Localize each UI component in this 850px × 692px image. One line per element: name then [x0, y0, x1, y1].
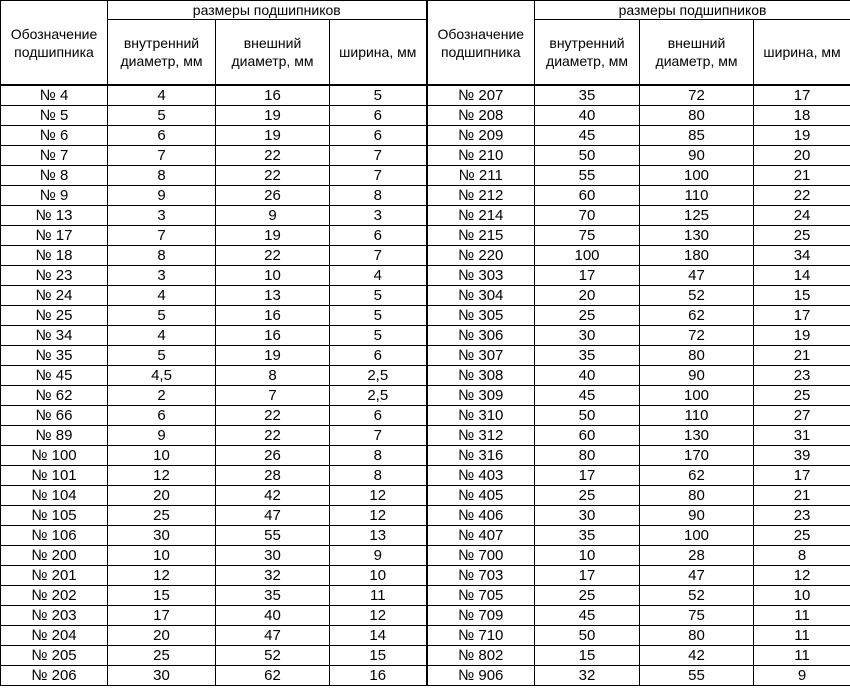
header-inner-left: внутренний диаметр, мм [108, 20, 216, 86]
cell-inner-right: 45 [535, 386, 640, 406]
table-row [1, 106, 850, 126]
cell-inner-left: 5 [108, 306, 216, 326]
table-row [1, 646, 850, 666]
header-group-right: размеры подшипников [535, 1, 850, 20]
cell-inner-right: 17 [535, 266, 640, 286]
cell-inner-left: 10 [108, 446, 216, 466]
cell-outer-right: 110 [640, 406, 754, 426]
cell-outer-left: 32 [216, 566, 330, 586]
cell-outer-left: 52 [216, 646, 330, 666]
cell-inner-left: 30 [108, 666, 216, 686]
cell-designation-right: № 310 [427, 406, 535, 426]
header-outer-right: внешний диаметр, мм [640, 20, 754, 86]
cell-width-right: 24 [754, 206, 850, 226]
cell-outer-left: 13 [216, 286, 330, 306]
cell-width-left: 12 [330, 606, 427, 626]
cell-outer-left: 16 [216, 306, 330, 326]
table-row [1, 666, 850, 686]
table-row [1, 206, 850, 226]
cell-inner-left: 17 [108, 606, 216, 626]
cell-designation-left: № 206 [1, 666, 108, 686]
cell-width-left: 5 [330, 286, 427, 306]
cell-inner-right: 35 [535, 346, 640, 366]
table-row [1, 466, 850, 486]
table-row [1, 566, 850, 586]
cell-outer-left: 10 [216, 266, 330, 286]
cell-designation-right: № 210 [427, 146, 535, 166]
cell-width-left: 6 [330, 126, 427, 146]
cell-designation-right: № 906 [427, 666, 535, 686]
cell-inner-left: 10 [108, 546, 216, 566]
cell-inner-left: 9 [108, 426, 216, 446]
cell-outer-right: 100 [640, 386, 754, 406]
cell-outer-left: 26 [216, 446, 330, 466]
cell-inner-right: 50 [535, 146, 640, 166]
cell-designation-right: № 215 [427, 226, 535, 246]
cell-outer-right: 80 [640, 346, 754, 366]
cell-inner-right: 30 [535, 326, 640, 346]
cell-inner-left: 15 [108, 586, 216, 606]
cell-outer-right: 130 [640, 426, 754, 446]
cell-inner-left: 5 [108, 106, 216, 126]
cell-inner-right: 75 [535, 226, 640, 246]
cell-designation-right: № 406 [427, 506, 535, 526]
cell-outer-right: 100 [640, 166, 754, 186]
cell-width-right: 15 [754, 286, 850, 306]
cell-designation-left: № 34 [1, 326, 108, 346]
cell-outer-left: 42 [216, 486, 330, 506]
cell-width-left: 13 [330, 526, 427, 546]
cell-outer-right: 130 [640, 226, 754, 246]
cell-inner-left: 4,5 [108, 366, 216, 386]
table-row [1, 266, 850, 286]
cell-designation-left: № 13 [1, 206, 108, 226]
cell-inner-left: 6 [108, 126, 216, 146]
header-row-columns [1, 20, 850, 86]
cell-designation-right: № 214 [427, 206, 535, 226]
cell-inner-right: 25 [535, 486, 640, 506]
cell-width-left: 8 [330, 466, 427, 486]
cell-inner-right: 60 [535, 426, 640, 446]
cell-outer-right: 55 [640, 666, 754, 686]
cell-width-left: 2,5 [330, 366, 427, 386]
cell-outer-left: 22 [216, 146, 330, 166]
cell-designation-right: № 309 [427, 386, 535, 406]
table-row [1, 85, 850, 106]
cell-designation-right: № 211 [427, 166, 535, 186]
cell-outer-left: 19 [216, 346, 330, 366]
cell-outer-right: 110 [640, 186, 754, 206]
cell-width-left: 2,5 [330, 386, 427, 406]
cell-width-right: 11 [754, 606, 850, 626]
cell-outer-left: 22 [216, 426, 330, 446]
cell-width-right: 8 [754, 546, 850, 566]
cell-designation-left: № 23 [1, 266, 108, 286]
cell-inner-right: 25 [535, 586, 640, 606]
cell-width-left: 4 [330, 266, 427, 286]
cell-inner-left: 3 [108, 206, 216, 226]
cell-designation-left: № 18 [1, 246, 108, 266]
table-row [1, 546, 850, 566]
table-row [1, 486, 850, 506]
cell-outer-left: 47 [216, 626, 330, 646]
cell-designation-left: № 104 [1, 486, 108, 506]
cell-designation-left: № 204 [1, 626, 108, 646]
table-row [1, 426, 850, 446]
cell-inner-right: 17 [535, 566, 640, 586]
cell-designation-left: № 24 [1, 286, 108, 306]
cell-width-left: 6 [330, 226, 427, 246]
cell-inner-right: 30 [535, 506, 640, 526]
cell-inner-right: 40 [535, 366, 640, 386]
cell-width-right: 18 [754, 106, 850, 126]
cell-outer-left: 55 [216, 526, 330, 546]
cell-outer-right: 100 [640, 526, 754, 546]
cell-inner-right: 70 [535, 206, 640, 226]
cell-width-left: 3 [330, 206, 427, 226]
table-row [1, 326, 850, 346]
cell-width-right: 23 [754, 506, 850, 526]
cell-width-left: 6 [330, 106, 427, 126]
cell-designation-left: № 25 [1, 306, 108, 326]
cell-inner-right: 50 [535, 626, 640, 646]
cell-outer-right: 80 [640, 626, 754, 646]
cell-width-left: 7 [330, 166, 427, 186]
cell-outer-right: 52 [640, 586, 754, 606]
cell-inner-right: 40 [535, 106, 640, 126]
cell-designation-left: № 62 [1, 386, 108, 406]
cell-outer-left: 22 [216, 406, 330, 426]
table-row [1, 126, 850, 146]
cell-outer-left: 9 [216, 206, 330, 226]
cell-outer-left: 40 [216, 606, 330, 626]
header-designation-left: Обозначение подшипника [1, 1, 108, 86]
cell-outer-right: 28 [640, 546, 754, 566]
cell-designation-left: № 8 [1, 166, 108, 186]
cell-outer-left: 47 [216, 506, 330, 526]
cell-designation-left: № 4 [1, 85, 108, 106]
cell-width-right: 39 [754, 446, 850, 466]
cell-width-right: 23 [754, 366, 850, 386]
cell-inner-left: 7 [108, 146, 216, 166]
cell-inner-right: 20 [535, 286, 640, 306]
cell-outer-left: 22 [216, 166, 330, 186]
table-row [1, 606, 850, 626]
cell-outer-right: 85 [640, 126, 754, 146]
cell-inner-right: 35 [535, 526, 640, 546]
cell-outer-left: 19 [216, 226, 330, 246]
cell-outer-right: 170 [640, 446, 754, 466]
cell-designation-left: № 9 [1, 186, 108, 206]
table-row [1, 226, 850, 246]
cell-designation-right: № 307 [427, 346, 535, 366]
cell-inner-left: 8 [108, 246, 216, 266]
cell-inner-right: 15 [535, 646, 640, 666]
cell-inner-right: 32 [535, 666, 640, 686]
cell-width-right: 25 [754, 526, 850, 546]
table-row [1, 626, 850, 646]
cell-outer-right: 80 [640, 486, 754, 506]
cell-designation-right: № 304 [427, 286, 535, 306]
cell-width-left: 7 [330, 146, 427, 166]
cell-designation-left: № 5 [1, 106, 108, 126]
cell-width-right: 25 [754, 386, 850, 406]
cell-width-left: 14 [330, 626, 427, 646]
cell-designation-left: № 100 [1, 446, 108, 466]
cell-outer-left: 16 [216, 85, 330, 106]
cell-width-right: 19 [754, 326, 850, 346]
header-outer-left: внешний диаметр, мм [216, 20, 330, 86]
cell-outer-left: 26 [216, 186, 330, 206]
cell-width-left: 5 [330, 306, 427, 326]
cell-inner-right: 55 [535, 166, 640, 186]
cell-width-left: 12 [330, 506, 427, 526]
cell-outer-right: 47 [640, 566, 754, 586]
cell-designation-left: № 6 [1, 126, 108, 146]
cell-designation-right: № 710 [427, 626, 535, 646]
table-row [1, 386, 850, 406]
cell-designation-left: № 202 [1, 586, 108, 606]
cell-inner-right: 50 [535, 406, 640, 426]
cell-outer-left: 19 [216, 106, 330, 126]
cell-inner-right: 17 [535, 466, 640, 486]
cell-designation-right: № 220 [427, 246, 535, 266]
cell-outer-left: 19 [216, 126, 330, 146]
table-row [1, 186, 850, 206]
cell-width-right: 27 [754, 406, 850, 426]
cell-outer-right: 180 [640, 246, 754, 266]
cell-outer-right: 72 [640, 326, 754, 346]
cell-inner-left: 6 [108, 406, 216, 426]
cell-outer-right: 52 [640, 286, 754, 306]
cell-width-left: 15 [330, 646, 427, 666]
cell-inner-left: 20 [108, 486, 216, 506]
cell-outer-right: 47 [640, 266, 754, 286]
cell-outer-right: 42 [640, 646, 754, 666]
cell-outer-right: 75 [640, 606, 754, 626]
cell-inner-right: 45 [535, 126, 640, 146]
cell-width-left: 12 [330, 486, 427, 506]
cell-designation-left: № 200 [1, 546, 108, 566]
cell-designation-right: № 700 [427, 546, 535, 566]
cell-outer-left: 62 [216, 666, 330, 686]
table-row [1, 526, 850, 546]
cell-outer-right: 90 [640, 146, 754, 166]
cell-width-right: 22 [754, 186, 850, 206]
cell-width-left: 5 [330, 326, 427, 346]
cell-designation-right: № 207 [427, 85, 535, 106]
cell-designation-left: № 35 [1, 346, 108, 366]
cell-designation-right: № 705 [427, 586, 535, 606]
cell-designation-right: № 209 [427, 126, 535, 146]
header-width-left: ширина, мм [330, 20, 427, 86]
cell-outer-left: 35 [216, 586, 330, 606]
cell-width-right: 9 [754, 666, 850, 686]
cell-inner-right: 25 [535, 306, 640, 326]
cell-designation-left: № 205 [1, 646, 108, 666]
cell-outer-left: 22 [216, 246, 330, 266]
cell-inner-left: 5 [108, 346, 216, 366]
cell-outer-right: 80 [640, 106, 754, 126]
cell-designation-left: № 101 [1, 466, 108, 486]
cell-inner-left: 12 [108, 466, 216, 486]
cell-designation-left: № 7 [1, 146, 108, 166]
cell-width-left: 8 [330, 186, 427, 206]
cell-designation-left: № 105 [1, 506, 108, 526]
cell-inner-left: 7 [108, 226, 216, 246]
cell-width-left: 11 [330, 586, 427, 606]
cell-width-left: 8 [330, 446, 427, 466]
cell-width-right: 21 [754, 166, 850, 186]
cell-designation-right: № 212 [427, 186, 535, 206]
cell-designation-right: № 303 [427, 266, 535, 286]
cell-outer-right: 90 [640, 506, 754, 526]
cell-designation-left: № 201 [1, 566, 108, 586]
table-row [1, 586, 850, 606]
cell-width-right: 11 [754, 626, 850, 646]
cell-inner-left: 9 [108, 186, 216, 206]
cell-width-right: 21 [754, 486, 850, 506]
cell-designation-right: № 306 [427, 326, 535, 346]
cell-width-right: 21 [754, 346, 850, 366]
cell-designation-left: № 89 [1, 426, 108, 446]
cell-width-right: 34 [754, 246, 850, 266]
cell-outer-left: 8 [216, 366, 330, 386]
table-row [1, 506, 850, 526]
cell-width-right: 17 [754, 85, 850, 106]
cell-outer-right: 62 [640, 466, 754, 486]
cell-outer-left: 30 [216, 546, 330, 566]
cell-designation-right: № 407 [427, 526, 535, 546]
cell-width-left: 7 [330, 246, 427, 266]
table-row [1, 346, 850, 366]
cell-inner-right: 45 [535, 606, 640, 626]
cell-width-right: 25 [754, 226, 850, 246]
cell-inner-right: 35 [535, 85, 640, 106]
cell-inner-left: 25 [108, 506, 216, 526]
cell-designation-left: № 66 [1, 406, 108, 426]
cell-outer-right: 72 [640, 85, 754, 106]
cell-width-left: 9 [330, 546, 427, 566]
cell-inner-left: 25 [108, 646, 216, 666]
table-row [1, 286, 850, 306]
cell-designation-right: № 802 [427, 646, 535, 666]
table-row [1, 306, 850, 326]
cell-inner-right: 60 [535, 186, 640, 206]
cell-width-left: 7 [330, 426, 427, 446]
cell-designation-right: № 312 [427, 426, 535, 446]
cell-outer-left: 7 [216, 386, 330, 406]
cell-designation-right: № 208 [427, 106, 535, 126]
cell-inner-left: 12 [108, 566, 216, 586]
header-width-right: ширина, мм [754, 20, 850, 86]
cell-inner-left: 3 [108, 266, 216, 286]
table-row [1, 406, 850, 426]
header-designation-right: Обозначение подшипника [427, 1, 535, 86]
cell-inner-left: 8 [108, 166, 216, 186]
table-row [1, 246, 850, 266]
cell-width-right: 17 [754, 466, 850, 486]
cell-width-right: 14 [754, 266, 850, 286]
cell-inner-left: 4 [108, 286, 216, 306]
cell-width-left: 6 [330, 346, 427, 366]
header-row-group [1, 1, 850, 20]
cell-width-right: 31 [754, 426, 850, 446]
cell-inner-left: 30 [108, 526, 216, 546]
cell-width-right: 20 [754, 146, 850, 166]
cell-inner-left: 2 [108, 386, 216, 406]
cell-outer-right: 125 [640, 206, 754, 226]
cell-inner-left: 4 [108, 85, 216, 106]
cell-designation-left: № 203 [1, 606, 108, 626]
cell-designation-right: № 703 [427, 566, 535, 586]
table-row [1, 366, 850, 386]
cell-inner-right: 10 [535, 546, 640, 566]
cell-width-right: 10 [754, 586, 850, 606]
cell-designation-right: № 316 [427, 446, 535, 466]
cell-width-right: 17 [754, 306, 850, 326]
cell-width-right: 19 [754, 126, 850, 146]
cell-width-left: 10 [330, 566, 427, 586]
table-row [1, 146, 850, 166]
cell-designation-right: № 403 [427, 466, 535, 486]
cell-width-left: 6 [330, 406, 427, 426]
table-row [1, 166, 850, 186]
cell-outer-right: 62 [640, 306, 754, 326]
cell-inner-right: 100 [535, 246, 640, 266]
cell-width-right: 12 [754, 566, 850, 586]
cell-outer-right: 90 [640, 366, 754, 386]
cell-width-right: 11 [754, 646, 850, 666]
cell-inner-left: 4 [108, 326, 216, 346]
cell-outer-left: 28 [216, 466, 330, 486]
cell-designation-right: № 405 [427, 486, 535, 506]
cell-designation-right: № 308 [427, 366, 535, 386]
cell-outer-left: 16 [216, 326, 330, 346]
cell-width-left: 16 [330, 666, 427, 686]
cell-width-left: 5 [330, 85, 427, 106]
cell-designation-right: № 709 [427, 606, 535, 626]
header-inner-right: внутренний диаметр, мм [535, 20, 640, 86]
header-group-left: размеры подшипников [108, 1, 427, 20]
cell-designation-left: № 45 [1, 366, 108, 386]
table-row [1, 446, 850, 466]
cell-inner-left: 20 [108, 626, 216, 646]
cell-designation-right: № 305 [427, 306, 535, 326]
cell-designation-left: № 106 [1, 526, 108, 546]
cell-designation-left: № 17 [1, 226, 108, 246]
cell-inner-right: 80 [535, 446, 640, 466]
